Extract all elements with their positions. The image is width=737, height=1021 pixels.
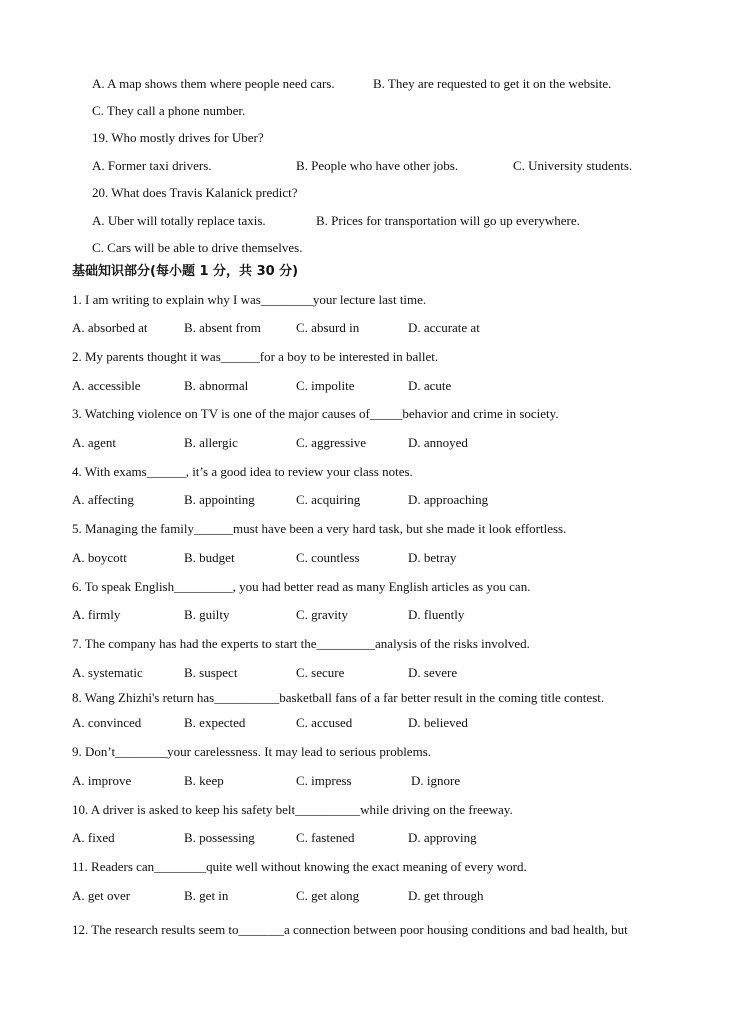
q3-option-c: C. aggressive	[296, 435, 367, 450]
q7-option-b: B. suspect	[184, 665, 238, 680]
q20-stem: 20. What does Travis Kalanick predict?	[92, 185, 298, 200]
q8-option-d: D. believed	[408, 715, 468, 730]
q5-option-a: A. boycott	[72, 550, 127, 565]
q6-option-b: B. guilty	[184, 607, 230, 622]
q4-option-c: C. acquiring	[296, 492, 361, 507]
q9-stem: 9. Don’t________your carelessness. It may lead to serious problems.	[72, 744, 431, 759]
q1-stem: 1. I am writing to explain why I was________your lecture last time.	[72, 292, 427, 307]
q2-option-b: B. abnormal	[184, 378, 249, 393]
q11-option-b: B. get in	[184, 888, 229, 903]
q6-option-a: A. firmly	[72, 607, 121, 622]
q5-option-c: C. countless	[296, 550, 360, 565]
q6-option-c: C. gravity	[296, 607, 348, 622]
q12-stem: 12. The research results seem to_______a connection between poor housing conditions and bad health, but	[72, 922, 628, 937]
q3-option-d: D. annoyed	[408, 435, 468, 450]
q5-option-b: B. budget	[184, 550, 235, 565]
q8-option-b: B. expected	[184, 715, 246, 730]
q20-option-a: A. Uber will totally replace taxis.	[92, 213, 266, 228]
q10-stem: 10. A driver is asked to keep his safety belt__________while driving on the freeway.	[72, 802, 513, 817]
q7-option-c: C. secure	[296, 665, 345, 680]
q7-option-a: A. systematic	[72, 665, 143, 680]
q3-option-b: B. allergic	[184, 435, 238, 450]
q11-option-d: D. get through	[408, 888, 484, 903]
q2-option-d: D. acute	[408, 378, 452, 393]
q2-stem: 2. My parents thought it was______for a boy to be interested in ballet.	[72, 349, 439, 364]
q9-option-b: B. keep	[184, 773, 224, 788]
q5-stem: 5. Managing the family______must have been a very hard task, but she made it look effortless.	[72, 521, 567, 536]
q18-option-a: A. A map shows them where people need cars.	[92, 76, 335, 91]
q19-option-b: B. People who have other jobs.	[296, 158, 459, 173]
q4-option-a: A. affecting	[72, 492, 134, 507]
q11-option-a: A. get over	[72, 888, 131, 903]
q8-option-c: C. accused	[296, 715, 353, 730]
q3-stem: 3. Watching violence on TV is one of the major causes of_____behavior and crime in society.	[72, 406, 559, 421]
q9-option-d: D. ignore	[411, 773, 461, 788]
q2-option-c: C. impolite	[296, 378, 355, 393]
q18-option-b: B. They are requested to get it on the website.	[373, 76, 612, 91]
q20-option-c: C. Cars will be able to drive themselves.	[92, 240, 303, 255]
q19-option-a: A. Former taxi drivers.	[92, 158, 212, 173]
q18-option-c: C. They call a phone number.	[92, 103, 246, 118]
q1-option-c: C. absurd in	[296, 320, 360, 335]
q1-option-d: D. accurate at	[408, 320, 480, 335]
q1-option-a: A. absorbed at	[72, 320, 148, 335]
q11-stem: 11. Readers can________quite well without knowing the exact meaning of every word.	[72, 859, 527, 874]
q7-stem: 7. The company has had the experts to start the_________analysis of the risks involved.	[72, 636, 530, 651]
q10-option-b: B. possessing	[184, 830, 255, 845]
q20-option-b: B. Prices for transportation will go up everywhere.	[316, 213, 580, 228]
q11-option-c: C. get along	[296, 888, 360, 903]
q10-option-c: C. fastened	[296, 830, 355, 845]
q7-option-d: D. severe	[408, 665, 458, 680]
q10-option-a: A. fixed	[72, 830, 115, 845]
q5-option-d: D. betray	[408, 550, 457, 565]
q1-option-b: B. absent from	[184, 320, 261, 335]
q8-stem: 8. Wang Zhizhi's return has__________basketball fans of a far better result in the coming title contest.	[72, 690, 605, 705]
q4-stem: 4. With exams______, it’s a good idea to review your class notes.	[72, 464, 413, 479]
q4-option-b: B. appointing	[184, 492, 255, 507]
q8-option-a: A. convinced	[72, 715, 142, 730]
q10-option-d: D. approving	[408, 830, 477, 845]
section-title: 基础知识部分(每小题 1 分，共 30 分)	[72, 264, 299, 279]
q9-option-c: C. impress	[296, 773, 352, 788]
q3-option-a: A. agent	[72, 435, 117, 450]
q6-option-d: D. fluently	[408, 607, 465, 622]
q9-option-a: A. improve	[72, 773, 132, 788]
q19-stem: 19. Who mostly drives for Uber?	[92, 130, 264, 145]
q6-stem: 6. To speak English_________, you had better read as many English articles as you can.	[72, 579, 531, 594]
q19-option-c: C. University students.	[513, 158, 633, 173]
q2-option-a: A. accessible	[72, 378, 141, 393]
q4-option-d: D. approaching	[408, 492, 489, 507]
